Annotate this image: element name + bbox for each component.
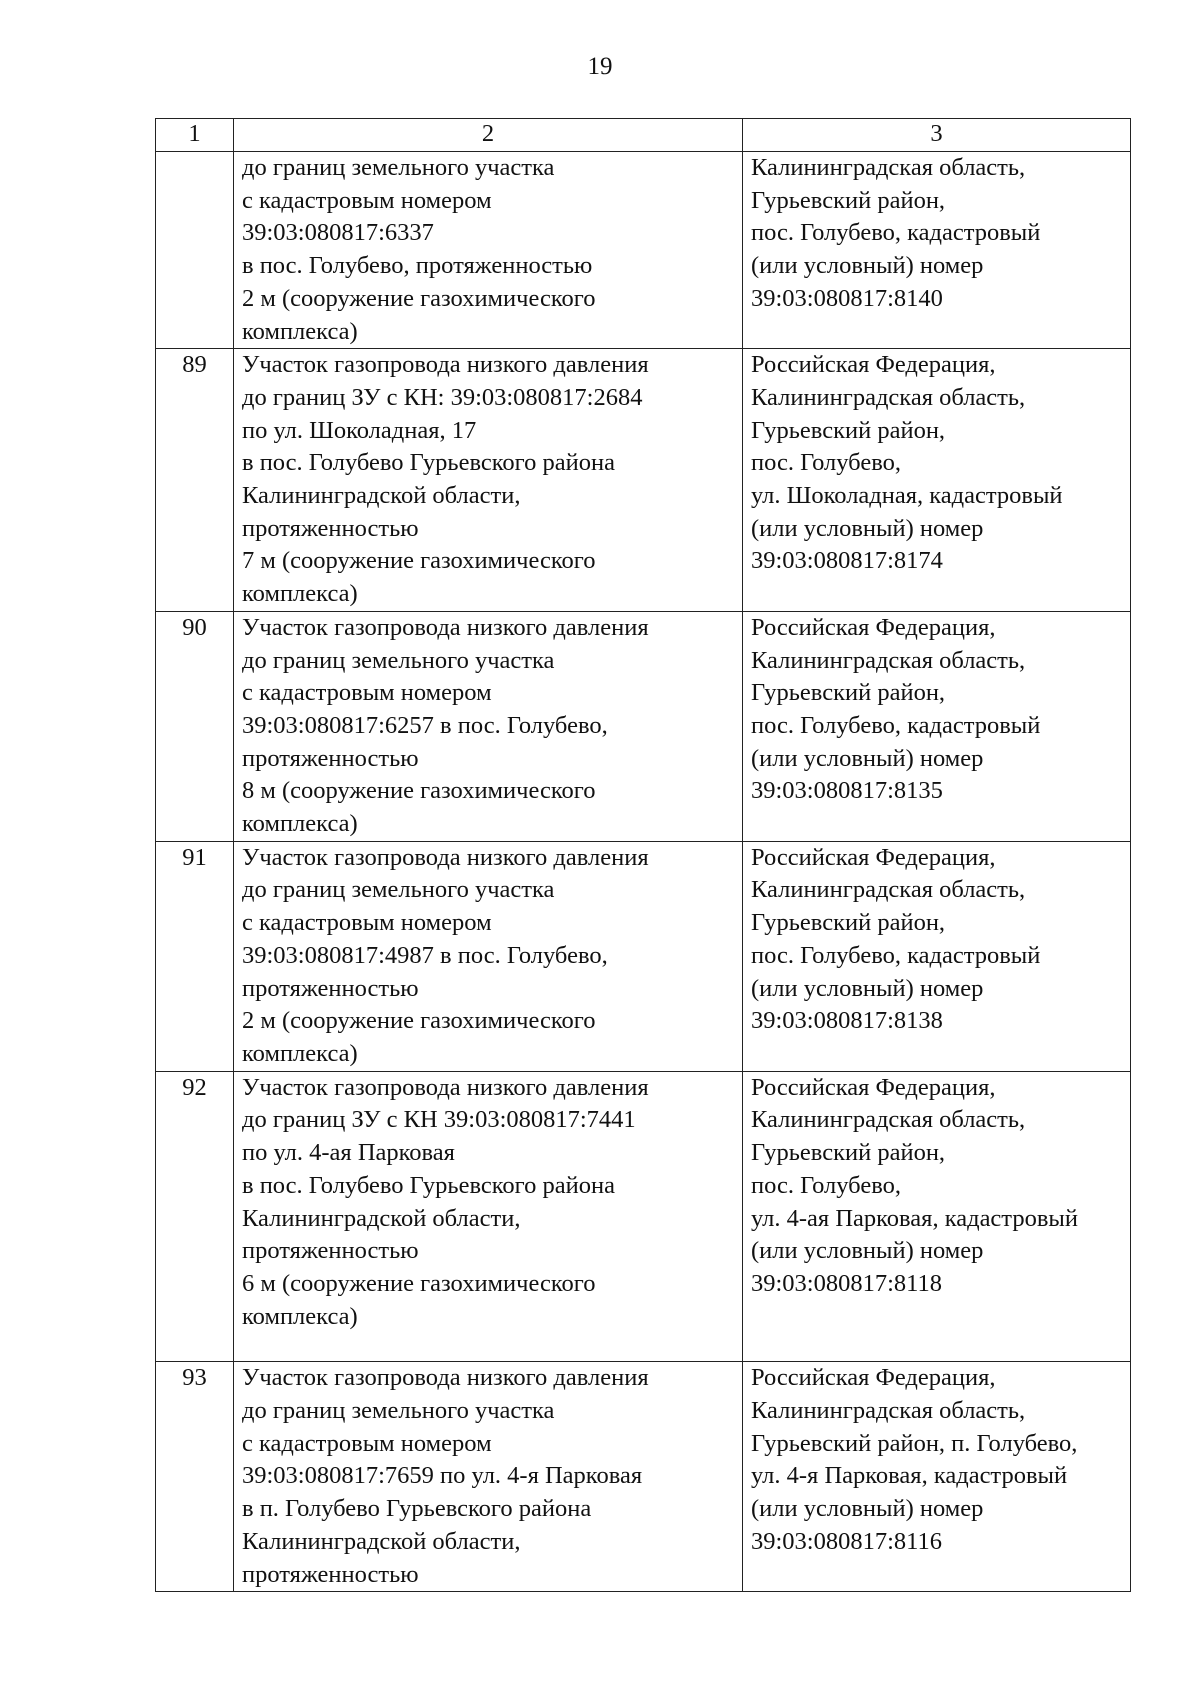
table-row (156, 1071, 1131, 1362)
object-location: Российская Федерация, Калининградская область, Гурьевский район, пос. Голубево, ул. 4-ая Парковая, кадастровый (или условный) номер 39:03:080817:8118 (743, 1071, 1131, 1362)
object-location: Российская Федерация, Калининградская область, Гурьевский район, пос. Голубево, кадастровый (или условный) номер 39:03:080817:8138 (743, 841, 1131, 1071)
object-description: Участок газопровода низкого давления до границ земельного участка с кадастровым номером 39:03:080817:7659 по ул. 4-я Парковая в п. Голубево Гурьевского района Калининградской области, протяженностью (234, 1362, 743, 1592)
row-number: 92 (156, 1071, 234, 1362)
row-number (156, 152, 234, 349)
column-header-2: 2 (234, 119, 743, 152)
object-description: Участок газопровода низкого давления до границ ЗУ с КН 39:03:080817:7441 по ул. 4-ая Парковая в пос. Голубево Гурьевского района Калининградской области, протяженностью 6 м (сооружение газохимического комплекса) (234, 1071, 743, 1362)
object-location: Российская Федерация, Калининградская область, Гурьевский район, пос. Голубево, ул. Шоколадная, кадастровый (или условный) номер 39:03:080817:8174 (743, 349, 1131, 612)
object-location: Калининградская область, Гурьевский район, пос. Голубево, кадастровый (или условный) номер 39:03:080817:8140 (743, 152, 1131, 349)
table-row (156, 152, 1131, 349)
table-row (156, 349, 1131, 612)
row-number: 93 (156, 1362, 234, 1592)
row-number: 89 (156, 349, 234, 612)
object-location: Российская Федерация, Калининградская область, Гурьевский район, пос. Голубево, кадастровый (или условный) номер 39:03:080817:8135 (743, 611, 1131, 841)
table-header-row (156, 119, 1131, 152)
object-description: Участок газопровода низкого давления до границ земельного участка с кадастровым номером 39:03:080817:4987 в пос. Голубево, протяженностью 2 м (сооружение газохимического комплекса) (234, 841, 743, 1071)
registry-table (155, 118, 1131, 1592)
row-number: 91 (156, 841, 234, 1071)
table-row (156, 611, 1131, 841)
object-description: Участок газопровода низкого давления до границ ЗУ с КН: 39:03:080817:2684 по ул. Шоколадная, 17 в пос. Голубево Гурьевского района Калининградской области, протяженностью 7 м (сооружение газохимического комплекса) (234, 349, 743, 612)
object-description: Участок газопровода низкого давления до границ земельного участка с кадастровым номером 39:03:080817:6257 в пос. Голубево, протяженностью 8 м (сооружение газохимического комплекса) (234, 611, 743, 841)
row-number: 90 (156, 611, 234, 841)
table-row (156, 841, 1131, 1071)
page-number: 19 (587, 53, 613, 80)
column-header-1: 1 (156, 119, 234, 152)
table-row (156, 1362, 1131, 1592)
column-header-3: 3 (743, 119, 1131, 152)
object-description: до границ земельного участка с кадастровым номером 39:03:080817:6337 в пос. Голубево, протяженностью 2 м (сооружение газохимического комплекса) (234, 152, 743, 349)
object-location: Российская Федерация, Калининградская область, Гурьевский район, п. Голубево, ул. 4-я Парковая, кадастровый (или условный) номер 39:03:080817:8116 (743, 1362, 1131, 1592)
